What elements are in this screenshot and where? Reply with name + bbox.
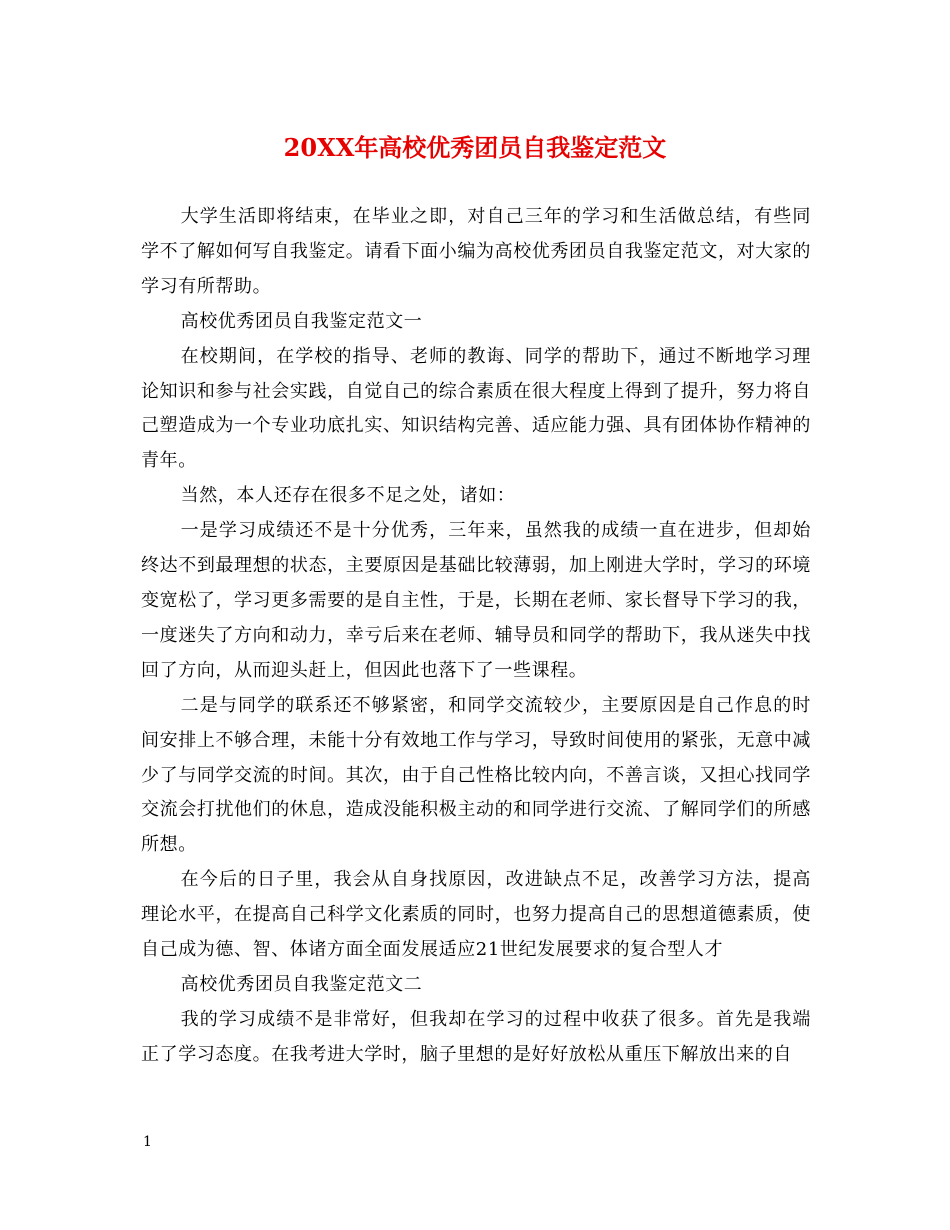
paragraph: 我的学习成绩不是非常好，但我却在学习的过程中收获了很多。首先是我端正了学习态度。在我考进大学时，脑子里想的是好好放松从重压下解放出来的自 [141,1008,811,1065]
document-body [141,200,811,1073]
page-number: 1 [143,1134,152,1150]
section-heading-two: 高校优秀团员自我鉴定范文二 [180,973,423,995]
document-title: 20XX年高校优秀团员自我鉴定范文 [283,133,667,162]
paragraph: 在今后的日子里，我会从自身找原因，改进缺点不足，改善学习方法，提高理论水平，在提高自己科学文化素质的同时，也努力提高自己的思想道德素质，使自己成为德、智、体诸方面全面发展适应21世纪发展要求的复合型人才 [141,869,811,961]
paragraph: 一是学习成绩还不是十分优秀，三年来，虽然我的成绩一直在进步，但却始终达不到最理想的状态，主要原因是基础比较薄弱，加上刚进大学时，学习的环境变宽松了，学习更多需要的是自主性，于是，长期在老师、家长督导下学习的我，一度迷失了方向和动力，幸亏后来在老师、辅导员和同学的帮助下，我从迷失中找回了方向，从而迎头赶上，但因此也落下了一些课程。 [141,520,811,681]
paragraph: 二是与同学的联系还不够紧密，和同学交流较少，主要原因是自己作息的时间安排上不够合理，未能十分有效地工作与学习，导致时间使用的紧张，无意中减少了与同学交流的时间。其次，由于自己性格比较内向，不善言谈，又担心找同学交流会打扰他们的休息，造成没能积极主动的和同学进行交流、了解同学们的所感所想。 [141,694,811,856]
paragraph: 在校期间，在学校的指导、老师的教诲、同学的帮助下，通过不断地学习理论知识和参与社会实践，自觉自己的综合素质在很大程度上得到了提升，努力将自己塑造成为一个专业功底扎实、知识结构完善、适应能力强、具有团体协作精神的青年。 [141,345,811,472]
section-heading-one: 高校优秀团员自我鉴定范文一 [180,310,423,332]
paragraph: 当然，本人还存在很多不足之处，诸如： [180,485,516,507]
paragraph-intro: 大学生活即将结束，在毕业之即，对自己三年的学习和生活做总结，有些同学不了解如何写自我鉴定。请看下面小编为高校优秀团员自我鉴定范文，对大家的学习有所帮助。 [141,206,811,297]
